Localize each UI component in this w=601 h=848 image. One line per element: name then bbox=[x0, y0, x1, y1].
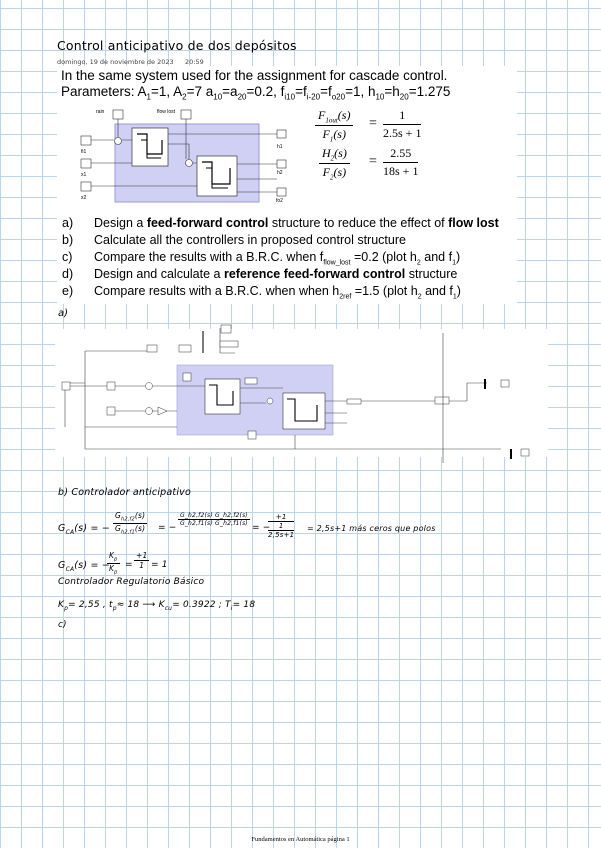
output-block-h2 bbox=[277, 160, 286, 168]
label-h2: h2 bbox=[277, 170, 283, 176]
tf1-rhs: $\frac{1}{2.5s + 1}$ bbox=[383, 108, 422, 140]
output-block-fo2 bbox=[277, 188, 286, 196]
task-b: b) Calculate all the controllers in proposed control structure bbox=[62, 233, 406, 247]
label-x2: x2 bbox=[81, 195, 87, 201]
input-block-x2 bbox=[81, 182, 91, 191]
task-d: d) Design and calculate a reference feed-forward control structure bbox=[62, 267, 458, 281]
label-flow-lost: flow lost bbox=[157, 109, 176, 115]
label-fo2: fo2 bbox=[276, 198, 283, 204]
page-footer: Fundamentos en Automática página 1 bbox=[251, 836, 350, 843]
note-kp2-frac: +1 1 bbox=[136, 551, 148, 570]
input-block-x1 bbox=[81, 159, 91, 168]
note-c-label: c) bbox=[58, 620, 67, 630]
page-date: domingo, 19 de noviembre de 2023 bbox=[57, 58, 174, 66]
output-block-h1 bbox=[277, 130, 286, 138]
flow-lost-block bbox=[181, 110, 191, 119]
tf2-equals: = bbox=[369, 154, 377, 169]
task-a: a) Design a feed-forward control structure to reduce the effect of flow lost bbox=[62, 216, 499, 230]
page-title: Control anticipativo de dos depósitos bbox=[57, 38, 297, 53]
note-frac1: $G_{h2,f2}(s)$ $G_{h2,f1}(s)$ bbox=[115, 511, 146, 535]
page-time: 20:59 bbox=[185, 58, 204, 66]
note-gca-lhs: $G_{CA}(s)$ = − bbox=[58, 523, 110, 536]
feed-forward-simulink-diagram bbox=[55, 323, 555, 468]
sum-junction-1 bbox=[115, 138, 122, 145]
note-eq3: = − bbox=[252, 523, 271, 533]
ref-input-block bbox=[62, 382, 70, 390]
note-kp-line: $K_p= 2,55$ , $t_p\approx 18$ ⟶ $K_{cu}= 0.3922$ ; $T_i= 18$ bbox=[58, 600, 256, 612]
note-result: = 2,5s+1 más ceros que polos bbox=[307, 524, 436, 533]
task-c: c) Compare the results with a B.R.C. when $f_{flow\_lost} =0.2$ (plot $h_2$ and $f_1$) bbox=[62, 250, 461, 267]
label-f1: fi1 bbox=[81, 149, 87, 155]
note-frac2: G_h2,f2(s) G_h2,f2(s) G_h2,f1(s) G_h2,f1(s) bbox=[180, 512, 248, 527]
tf1-lhs: $F_{1out}(s)$ $F_1(s)$ bbox=[315, 108, 353, 144]
rain-block bbox=[113, 110, 123, 119]
sum-junction-2 bbox=[186, 160, 193, 167]
label-rain: rain bbox=[96, 109, 105, 115]
note-gca2-lhs: $G_{CA}(s)$ = − bbox=[58, 560, 110, 573]
task-e: e) Compare results with a B.R.C. when when $h_{2ref} =1.5$ (plot $h_2$ and $f_1$) bbox=[62, 284, 461, 301]
assignment-parameters: Parameters: $A_1=1$, $A_2=7$ $a_{10}=a_{20}=0.2$, $f_{i10}=f_{i-20}=f_{o20}=1$, $h_{10}=h_{20}=1.275$ bbox=[61, 84, 451, 102]
assignment-intro: In the same system used for the assignment for cascade control. bbox=[61, 68, 448, 83]
note-kp-frac: $K_p$ $K_p$ bbox=[109, 551, 118, 575]
note-frac3: +1 1 2,5s+1 bbox=[268, 513, 295, 539]
note-b-heading: b) Controlador anticipativo bbox=[58, 487, 192, 498]
note-eq-minus: = − bbox=[158, 523, 177, 533]
two-tank-block-diagram bbox=[77, 104, 297, 204]
tf2-rhs: $\frac{2.55}{18s + 1}$ bbox=[383, 146, 419, 178]
label-h1: h1 bbox=[277, 144, 283, 150]
tf2-lhs: $\frac{H_2(s)}{F_2(s)}$ bbox=[319, 146, 350, 182]
assignment-image bbox=[57, 66, 517, 304]
note-brc: Controlador Regulatorio Básico bbox=[58, 577, 205, 587]
label-x1: x1 bbox=[81, 172, 87, 178]
note-a-label: a) bbox=[58, 308, 69, 319]
note-eq-one: = 1 bbox=[151, 560, 168, 570]
tf1-equals: = bbox=[369, 116, 377, 131]
note-eq-f: = bbox=[125, 560, 133, 570]
input-block-f1 bbox=[81, 136, 91, 145]
